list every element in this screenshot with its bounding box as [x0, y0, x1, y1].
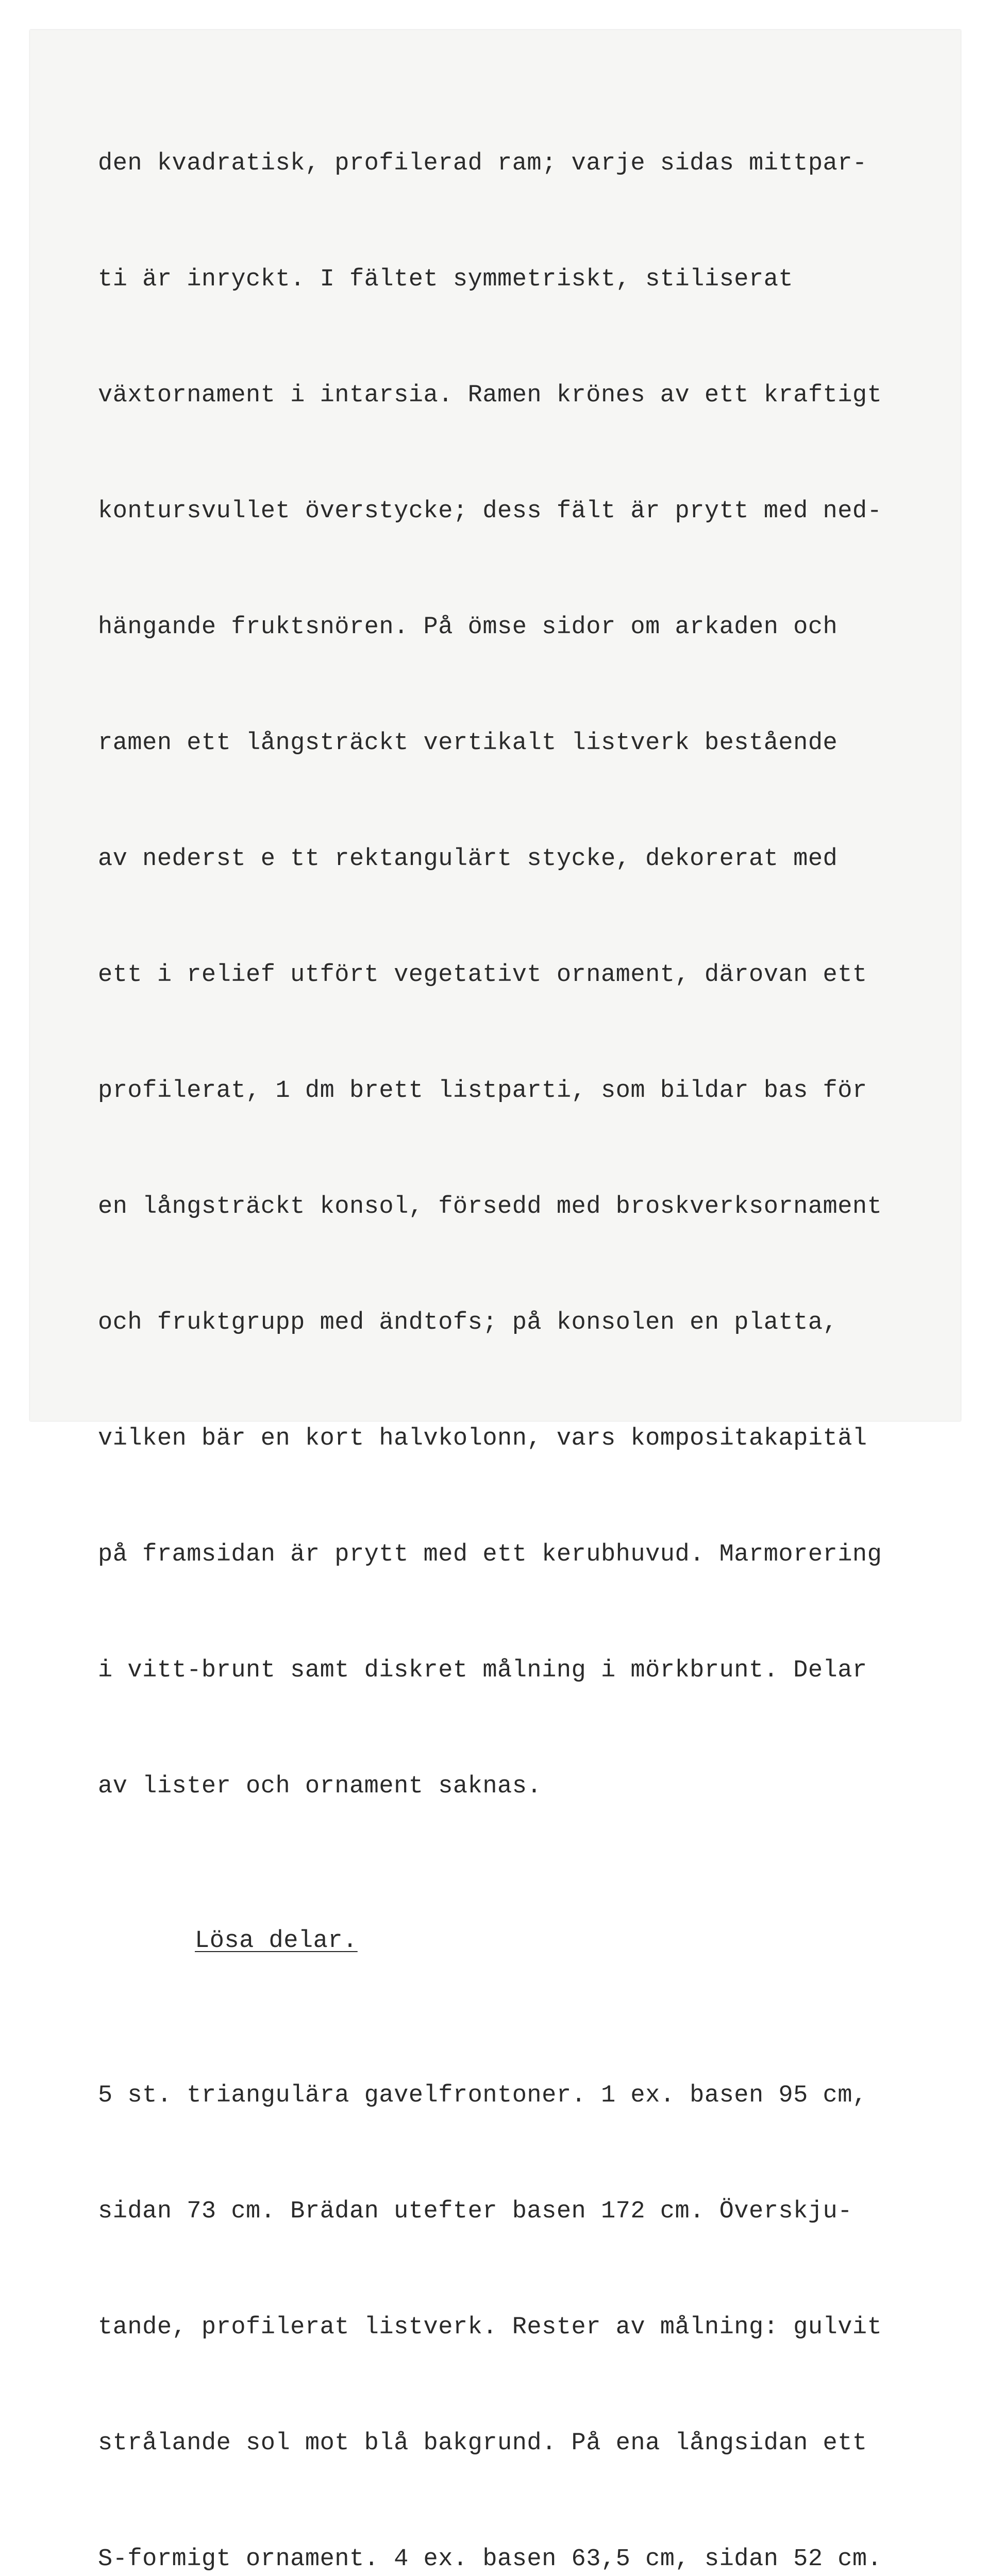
heading-text: Lösa delar	[195, 1927, 343, 1955]
text-line: ti är inryckt. I fältet symmetriskt, stiliserat	[98, 266, 794, 293]
typewritten-text	[98, 67, 964, 2576]
text-line: växtornament i intarsia. Ramen krönes av ett kraftigt	[98, 382, 882, 409]
heading-period: .	[343, 1927, 358, 1955]
text-line: av nederst e tt rektangulärt stycke, dekorerat med	[98, 845, 838, 873]
text-line: på framsidan är prytt med ett kerubhuvud. Marmorering	[98, 1541, 882, 1568]
text-line: hängande fruktsnören. På ömse sidor om arkaden och	[98, 614, 838, 641]
text-line: en långsträckt konsol, försedd med broskverksornament	[98, 1193, 882, 1221]
text-line: kontursvullet överstycke; dess fält är prytt med ned-	[98, 498, 882, 525]
text-line: 5 st. triangulära gavelfrontoner. 1 ex. basen 95 cm,	[98, 2082, 867, 2109]
text-line: sidan 73 cm. Brädan utefter basen 172 cm. Överskju-	[98, 2198, 852, 2225]
text-line: ramen ett långsträckt vertikalt listverk bestående	[98, 730, 838, 757]
section-heading-losa-delar	[98, 1922, 964, 1960]
text-line: ett i relief utfört vegetativt ornament, därovan ett	[98, 961, 867, 989]
text-line: i vitt-brunt samt diskret målning i mörkbrunt. Delar	[98, 1657, 867, 1684]
text-line: och fruktgrupp med ändtofs; på konsolen en platta,	[98, 1309, 838, 1336]
text-line: tande, profilerat listverk. Rester av målning: gulvit	[98, 2314, 882, 2341]
text-line: vilken bär en kort halvkolonn, vars kompositakapitäl	[98, 1425, 867, 1452]
text-line: S-formigt ornament. 4 ex. basen 63,5 cm, sidan 52 cm.	[98, 2546, 882, 2573]
text-line: den kvadratisk, profilerad ram; varje sidas mittpar-	[98, 150, 867, 177]
text-line: profilerat, 1 dm brett listparti, som bildar bas för	[98, 1077, 867, 1105]
text-line: av lister och ornament saknas.	[98, 1773, 542, 1800]
text-line: strålande sol mot blå bakgrund. På ena långsidan ett	[98, 2430, 867, 2457]
